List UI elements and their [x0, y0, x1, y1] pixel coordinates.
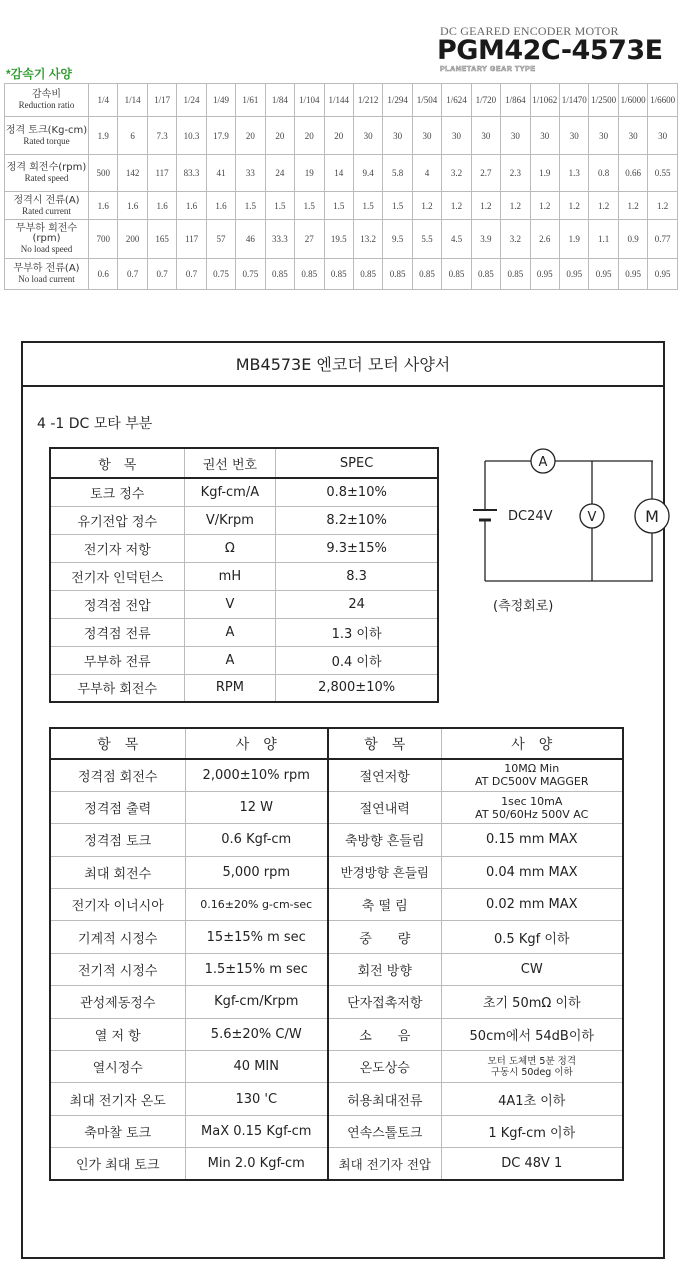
source-voltage-label: DC24V	[508, 509, 553, 524]
ratio-cell: 1/49	[206, 84, 235, 117]
ratio-row-label-en: No load speed	[20, 244, 73, 254]
reducer-spec-label: *감속기 사양	[6, 67, 72, 81]
spec2-row	[50, 986, 623, 1018]
spec2-cell: 15±15% m sec	[185, 921, 328, 953]
ratio-cell: 0.7	[118, 259, 147, 290]
ratio-cell: 1.2	[501, 192, 530, 220]
ratio-cell: 1.5	[236, 192, 265, 220]
spec2-cell: 축 떨 림	[328, 889, 441, 921]
spec2-row	[50, 953, 623, 985]
ratio-row-label	[5, 117, 89, 155]
spec2-cell: 0.16±20% g-cm-sec	[185, 889, 328, 921]
ratio-cell: 0.66	[618, 155, 647, 192]
ratio-cell: 10.3	[177, 117, 206, 155]
spec2-row	[50, 1018, 623, 1050]
ratio-cell: 0.95	[560, 259, 589, 290]
ratio-cell: 1.3	[560, 155, 589, 192]
spec2-cell-line: AT 50/60Hz 500V AC	[475, 807, 589, 821]
ratio-row-label	[5, 220, 89, 259]
spec2-cell: 12 W	[185, 791, 328, 823]
ratio-cell: 30	[589, 117, 618, 155]
spec1-cell: 정격점 전류	[50, 618, 184, 646]
spec2-cell-line: 1sec 10mA	[501, 794, 563, 808]
ratio-cell: 1.2	[530, 192, 559, 220]
ratio-cell: 165	[147, 220, 176, 259]
ratio-cell: 30	[471, 117, 500, 155]
ratio-cell: 117	[147, 155, 176, 192]
spec2-cell: 회전 방향	[328, 953, 441, 985]
spec1-row	[50, 618, 438, 646]
spec1-row	[50, 674, 438, 702]
voltmeter-label: V	[587, 510, 597, 525]
ratio-cell: 1.6	[206, 192, 235, 220]
ratio-cell: 1.6	[118, 192, 147, 220]
ratio-table-row	[5, 259, 678, 290]
ratio-cell: 14	[324, 155, 353, 192]
spec1-header-cell: SPEC	[276, 448, 438, 478]
spec2-cell: 열시정수	[50, 1051, 185, 1083]
ratio-cell: 1/720	[471, 84, 500, 117]
ratio-cell: 30	[530, 117, 559, 155]
ratio-cell: 1.2	[589, 192, 618, 220]
spec1-cell: 0.4 이하	[276, 646, 438, 674]
ratio-row-label-en: Rated current	[22, 205, 71, 216]
ratio-cell: 1/1470	[560, 84, 589, 117]
spec2-header-cell: 항 목	[328, 728, 441, 759]
spec2-cell: 연속스톨토크	[328, 1115, 441, 1147]
ratio-cell: 1.2	[560, 192, 589, 220]
spec2-cell: 정격점 토크	[50, 824, 185, 856]
spec1-cell: 9.3±15%	[276, 534, 438, 562]
spec2-cell: 0.04 mm MAX	[441, 856, 623, 888]
spec1-cell: 정격점 전압	[50, 590, 184, 618]
spec2-row	[50, 791, 623, 823]
motor-icon	[635, 499, 669, 533]
spec2-cell: 기계적 시정수	[50, 921, 185, 953]
spec1-cell: 유기전압 정수	[50, 506, 184, 534]
spec2-cell: Min 2.0 Kgf-cm	[185, 1148, 328, 1180]
spec2-cell: 열 저 항	[50, 1018, 185, 1050]
ratio-cell: 57	[206, 220, 235, 259]
spec2-cell: 0.02 mm MAX	[441, 889, 623, 921]
ratio-cell: 20	[265, 117, 294, 155]
ratio-row-label-ko: 정격시 전류(A)	[13, 194, 80, 206]
spec1-row	[50, 590, 438, 618]
ratio-cell: 1.2	[471, 192, 500, 220]
ratio-cell: 1.6	[177, 192, 206, 220]
ratio-cell: 20	[324, 117, 353, 155]
spec2-cell: 중 량	[328, 921, 441, 953]
spec2-cell: 전기자 이너시아	[50, 889, 185, 921]
ratio-cell: 30	[618, 117, 647, 155]
spec2-cell	[441, 791, 623, 823]
spec2-row	[50, 889, 623, 921]
spec2-cell: MaX 0.15 Kgf-cm	[185, 1115, 328, 1147]
spec2-header-cell: 사 양	[185, 728, 328, 759]
spec1-cell: 2,800±10%	[276, 674, 438, 702]
ratio-table-row	[5, 117, 678, 155]
ratio-cell: 1.5	[324, 192, 353, 220]
spec2-cell: 130 'C	[185, 1083, 328, 1115]
spec1-cell: 1.3 이하	[276, 618, 438, 646]
spec2-cell: 2,000±10% rpm	[185, 759, 328, 791]
ratio-cell: 1/2500	[589, 84, 618, 117]
ratio-cell: 2.3	[501, 155, 530, 192]
spec1-cell: 24	[276, 590, 438, 618]
spec2-row	[50, 759, 623, 791]
ratio-row-label	[5, 84, 89, 117]
ratio-cell: 0.8	[589, 155, 618, 192]
ratio-cell: 30	[383, 117, 412, 155]
ratio-cell: 117	[177, 220, 206, 259]
spec1-cell: 0.8±10%	[276, 478, 438, 506]
spec1-row	[50, 562, 438, 590]
spec1-cell: Ω	[184, 534, 276, 562]
ratio-cell: 0.7	[177, 259, 206, 290]
spec2-cell-line: AT DC500V MAGGER	[474, 775, 589, 789]
ratio-cell: 9.4	[353, 155, 382, 192]
spec2-row	[50, 1115, 623, 1147]
ratio-row-label	[5, 192, 89, 220]
spec1-cell: A	[184, 618, 276, 646]
ratio-cell: 30	[353, 117, 382, 155]
ratio-cell: 0.95	[530, 259, 559, 290]
ratio-cell: 1/14	[118, 84, 147, 117]
spec2-row	[50, 1083, 623, 1115]
spec1-cell: 무부하 회전수	[50, 674, 184, 702]
ratio-cell: 0.9	[618, 220, 647, 259]
spec2-cell: Kgf-cm/Krpm	[185, 986, 328, 1018]
ratio-cell: 46	[236, 220, 265, 259]
spec2-cell: 절연내력	[328, 791, 441, 823]
spec2-cell: 온도상승	[328, 1051, 441, 1083]
ratio-cell: 1.2	[442, 192, 471, 220]
gear-type-label: PLANETARY GEAR TYPE	[440, 66, 536, 73]
spec2-row	[50, 1051, 623, 1083]
spec2-row	[50, 856, 623, 888]
spec1-cell: 8.2±10%	[276, 506, 438, 534]
ratio-cell: 0.85	[471, 259, 500, 290]
spec2-cell: 절연저항	[328, 759, 441, 791]
ratio-cell: 30	[442, 117, 471, 155]
spec2-cell: 인가 최대 토크	[50, 1148, 185, 1180]
ratio-cell: 1.2	[618, 192, 647, 220]
ratio-cell: 1.9	[89, 117, 118, 155]
spec2-cell: 5.6±20% C/W	[185, 1018, 328, 1050]
model-title: PGM42C-4573E	[437, 35, 663, 66]
spec1-cell: 전기자 저항	[50, 534, 184, 562]
ratio-cell: 0.85	[412, 259, 441, 290]
spec2-cell: 축방향 흔들림	[328, 824, 441, 856]
ratio-cell: 1/294	[383, 84, 412, 117]
ratio-cell: 1.1	[589, 220, 618, 259]
ratio-cell: 6	[118, 117, 147, 155]
ratio-cell: 1/6000	[618, 84, 647, 117]
spec1-header-cell: 권선 번호	[184, 448, 276, 478]
battery-icon	[473, 510, 497, 520]
spec2-cell: 허용최대전류	[328, 1083, 441, 1115]
spec1-cell: V/Krpm	[184, 506, 276, 534]
spec2-cell: DC 48V 1	[441, 1148, 623, 1180]
spec2-cell: 소 음	[328, 1018, 441, 1050]
spec2-cell-line: 구동시 50deg 이하	[490, 1066, 573, 1078]
spec1-header-row	[50, 448, 438, 478]
ratio-cell: 0.75	[206, 259, 235, 290]
ratio-cell: 33	[236, 155, 265, 192]
spec2-cell: 축마찰 토크	[50, 1115, 185, 1147]
ratio-cell: 700	[89, 220, 118, 259]
ratio-cell: 1/24	[177, 84, 206, 117]
ratio-cell: 0.95	[648, 259, 678, 290]
ratio-cell: 0.85	[353, 259, 382, 290]
ratio-cell: 0.85	[265, 259, 294, 290]
ratio-cell: 1/17	[147, 84, 176, 117]
ratio-cell: 0.75	[236, 259, 265, 290]
spec2-cell: 0.5 Kgf 이하	[441, 921, 623, 953]
ratio-cell: 142	[118, 155, 147, 192]
ratio-row-label-en: Rated speed	[24, 173, 69, 183]
ratio-cell: 2.7	[471, 155, 500, 192]
ratio-cell: 30	[501, 117, 530, 155]
ratio-cell: 0.85	[442, 259, 471, 290]
ratio-cell: 1.6	[147, 192, 176, 220]
spec2-header-row	[50, 728, 623, 759]
spec2-cell: 최대 회전수	[50, 856, 185, 888]
ratio-row-label-en: No load current	[18, 274, 75, 284]
spec2-cell	[441, 1051, 623, 1083]
ratio-cell: 30	[412, 117, 441, 155]
ratio-cell: 1.5	[265, 192, 294, 220]
spec2-cell: 단자접촉저항	[328, 986, 441, 1018]
ratio-cell: 1.2	[648, 192, 678, 220]
ratio-cell: 83.3	[177, 155, 206, 192]
ratio-cell: 5.8	[383, 155, 412, 192]
spec2-cell: 정격점 출력	[50, 791, 185, 823]
ratio-cell: 1/864	[501, 84, 530, 117]
dc-motor-spec-table	[49, 447, 439, 703]
circuit-caption: (측정회로)	[493, 599, 554, 614]
spec1-header-cell: 항 목	[50, 448, 184, 478]
spec2-cell: 0.15 mm MAX	[441, 824, 623, 856]
ratio-cell: 1.9	[560, 220, 589, 259]
ratio-cell: 33.3	[265, 220, 294, 259]
spec2-cell-line: 모터 도체면 5분 정격	[487, 1055, 577, 1067]
spec1-cell: Kgf-cm/A	[184, 478, 276, 506]
spec2-cell: 0.6 Kgf-cm	[185, 824, 328, 856]
spec1-cell: 8.3	[276, 562, 438, 590]
spec1-cell: 전기자 인덕턴스	[50, 562, 184, 590]
spec2-cell: 최대 전기자 전압	[328, 1148, 441, 1180]
spec2-cell: 정격점 회전수	[50, 759, 185, 791]
measurement-circuit-diagram	[453, 447, 659, 617]
ratio-cell: 24	[265, 155, 294, 192]
ratio-row-label-ko: 정격 토크(Kg-cm)	[5, 124, 88, 136]
ratio-cell: 0.7	[147, 259, 176, 290]
spec1-cell: 무부하 전류	[50, 646, 184, 674]
spec2-cell: 40 MIN	[185, 1051, 328, 1083]
spec2-cell: 최대 전기자 온도	[50, 1083, 185, 1115]
spec-sheet-title: MB4573E 엔코더 모터 사양서	[23, 343, 663, 387]
spec2-cell: 전기적 시정수	[50, 953, 185, 985]
spec2-cell: 50cm에서 54dB이하	[441, 1018, 623, 1050]
ratio-cell: 30	[648, 117, 678, 155]
spec1-row	[50, 506, 438, 534]
ratio-cell: 4.5	[442, 220, 471, 259]
ratio-cell: 5.5	[412, 220, 441, 259]
ratio-cell: 27	[295, 220, 324, 259]
ratio-cell: 1/6600	[648, 84, 678, 117]
spec2-cell: 관성제동정수	[50, 986, 185, 1018]
spec2-cell: 1.5±15% m sec	[185, 953, 328, 985]
spec2-cell: 5,000 rpm	[185, 856, 328, 888]
ratio-cell: 20	[236, 117, 265, 155]
spec2-cell: 초기 50mΩ 이하	[441, 986, 623, 1018]
ratio-row-label	[5, 155, 89, 192]
ratio-cell: 0.55	[648, 155, 678, 192]
spec1-cell: V	[184, 590, 276, 618]
motor-characteristics-table	[49, 727, 624, 1181]
ratio-cell: 0.95	[618, 259, 647, 290]
ratio-table-row	[5, 192, 678, 220]
ratio-table-row	[5, 220, 678, 259]
ratio-cell: 1/504	[412, 84, 441, 117]
ratio-cell: 17.9	[206, 117, 235, 155]
spec1-row	[50, 534, 438, 562]
spec1-row	[50, 646, 438, 674]
motor-label: M	[645, 507, 659, 526]
spec-sheet-box	[21, 341, 665, 1259]
spec1-cell: RPM	[184, 674, 276, 702]
spec2-row	[50, 1148, 623, 1180]
ratio-cell: 1/84	[265, 84, 294, 117]
ratio-cell: 3.2	[442, 155, 471, 192]
spec2-cell: CW	[441, 953, 623, 985]
spec2-cell: 4A1초 이하	[441, 1083, 623, 1115]
ratio-cell: 3.2	[501, 220, 530, 259]
spec2-cell: 반경방향 흔들림	[328, 856, 441, 888]
spec1-cell: A	[184, 646, 276, 674]
header-subtitle: DC GEARED ENCODER MOTOR	[440, 24, 619, 38]
ratio-cell: 200	[118, 220, 147, 259]
ratio-cell: 2.6	[530, 220, 559, 259]
ammeter-label: A	[538, 455, 548, 470]
ratio-row-label-ko: 무부하 회전수(rpm)	[15, 223, 78, 244]
ratio-table-row	[5, 84, 678, 117]
ratio-row-label	[5, 259, 89, 290]
ratio-cell: 30	[560, 117, 589, 155]
ratio-row-label-en: Reduction ratio	[18, 100, 75, 110]
spec2-cell-line: 10MΩ Min	[504, 762, 560, 776]
ratio-cell: 3.9	[471, 220, 500, 259]
ratio-table-row	[5, 155, 678, 192]
ratio-cell: 1.5	[353, 192, 382, 220]
ratio-cell: 7.3	[147, 117, 176, 155]
voltmeter-icon	[580, 504, 604, 528]
ratio-row-label-ko: 감속비	[32, 89, 61, 100]
ratio-cell: 500	[89, 155, 118, 192]
ratio-cell: 0.95	[589, 259, 618, 290]
spec1-cell: 토크 정수	[50, 478, 184, 506]
spec1-cell: mH	[184, 562, 276, 590]
ratio-cell: 1/1062	[530, 84, 559, 117]
ratio-cell: 1.9	[530, 155, 559, 192]
ratio-cell: 1.5	[383, 192, 412, 220]
ratio-cell: 1/61	[236, 84, 265, 117]
ratio-cell: 0.6	[89, 259, 118, 290]
ratio-cell: 20	[295, 117, 324, 155]
ratio-cell: 13.2	[353, 220, 382, 259]
ratio-cell: 1.6	[89, 192, 118, 220]
ratio-row-label-ko: 무부하 전류(A)	[13, 263, 80, 274]
ratio-cell: 0.85	[324, 259, 353, 290]
dc-motor-subheading: 4 -1 DC 모타 부분	[37, 416, 153, 432]
ratio-cell: 1.5	[295, 192, 324, 220]
ratio-cell: 0.85	[383, 259, 412, 290]
spec2-cell: 1 Kgf-cm 이하	[441, 1115, 623, 1147]
spec2-cell	[441, 759, 623, 791]
spec2-row	[50, 921, 623, 953]
ratio-cell: 1/104	[295, 84, 324, 117]
ammeter-icon	[531, 449, 555, 473]
ratio-cell: 1/624	[442, 84, 471, 117]
ratio-cell: 41	[206, 155, 235, 192]
ratio-cell: 0.85	[295, 259, 324, 290]
spec1-row	[50, 478, 438, 506]
ratio-row-label-ko: 정격 회전수(rpm)	[6, 162, 87, 173]
ratio-row-label-en: Rated torque	[23, 135, 70, 146]
ratio-cell: 19.5	[324, 220, 353, 259]
spec2-header-cell: 항 목	[50, 728, 185, 759]
ratio-cell: 0.77	[648, 220, 678, 259]
ratio-cell: 1/144	[324, 84, 353, 117]
ratio-cell: 1/4	[89, 84, 118, 117]
ratio-cell: 19	[295, 155, 324, 192]
ratio-cell: 1/212	[353, 84, 382, 117]
spec2-header-cell: 사 양	[441, 728, 623, 759]
ratio-cell: 9.5	[383, 220, 412, 259]
spec2-row	[50, 824, 623, 856]
ratio-cell: 4	[412, 155, 441, 192]
reduction-ratio-table	[4, 83, 678, 290]
ratio-cell: 0.85	[501, 259, 530, 290]
ratio-cell: 1.2	[412, 192, 441, 220]
